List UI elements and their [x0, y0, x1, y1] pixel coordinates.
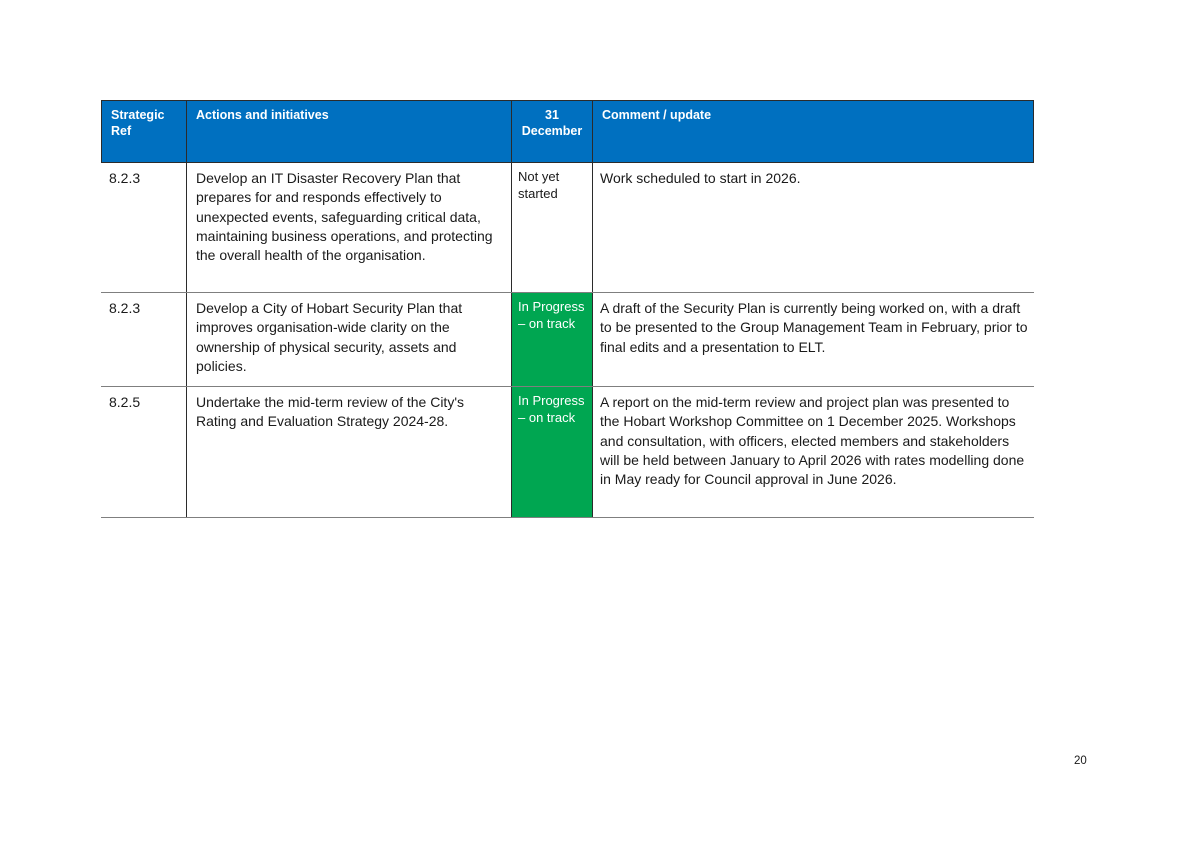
cell-comment: A draft of the Security Plan is currently being worked on, with a draft to be presented to the Group Management Team in February, prior to final edits and a presentation to ELT. — [600, 300, 1028, 355]
status-badge-not-yet-started: Not yet started — [512, 163, 593, 292]
status-report-table — [101, 100, 1034, 518]
cell-strategic-ref: 8.2.3 — [101, 293, 187, 386]
status-badge-in-progress: In Progress – on track — [512, 293, 593, 386]
table-row — [101, 387, 1034, 518]
status-badge-in-progress: In Progress – on track — [512, 387, 593, 517]
cell-strategic-ref: 8.2.3 — [101, 163, 187, 292]
table-header-row — [101, 100, 1034, 163]
cell-action: Develop an IT Disaster Recovery Plan that prepares for and responds effectively to unexpected events, safeguarding critical data, maintaining business operations, and protecting the overall health of the organisation. — [187, 163, 512, 292]
column-header-actions-initiatives: Actions and initiatives — [187, 101, 512, 162]
column-header-comment-update: Comment / update — [593, 101, 1034, 162]
cell-comment: Work scheduled to start in 2026. — [600, 170, 801, 186]
cell-action: Undertake the mid-term review of the City's Rating and Evaluation Strategy 2024-28. — [187, 387, 512, 517]
column-header-31-december: 31 December — [512, 101, 593, 162]
cell-comment: A report on the mid-term review and project plan was presented to the Hobart Workshop Committee on 1 December 2025. Workshops and consultation, with officers, elected members and stakeholders will be held between January to April 2026 with rates modelling done in May ready for Council approval in June 2026. — [600, 394, 1025, 488]
cell-strategic-ref: 8.2.5 — [101, 387, 187, 517]
column-header-strategic-ref: Strategic Ref — [101, 101, 187, 162]
cell-action: Develop a City of Hobart Security Plan that improves organisation-wide clarity on the ownership of physical security, assets and policies. — [187, 293, 512, 386]
table-row — [101, 293, 1034, 387]
page-number: 20 — [1074, 755, 1087, 767]
table-row — [101, 163, 1034, 293]
